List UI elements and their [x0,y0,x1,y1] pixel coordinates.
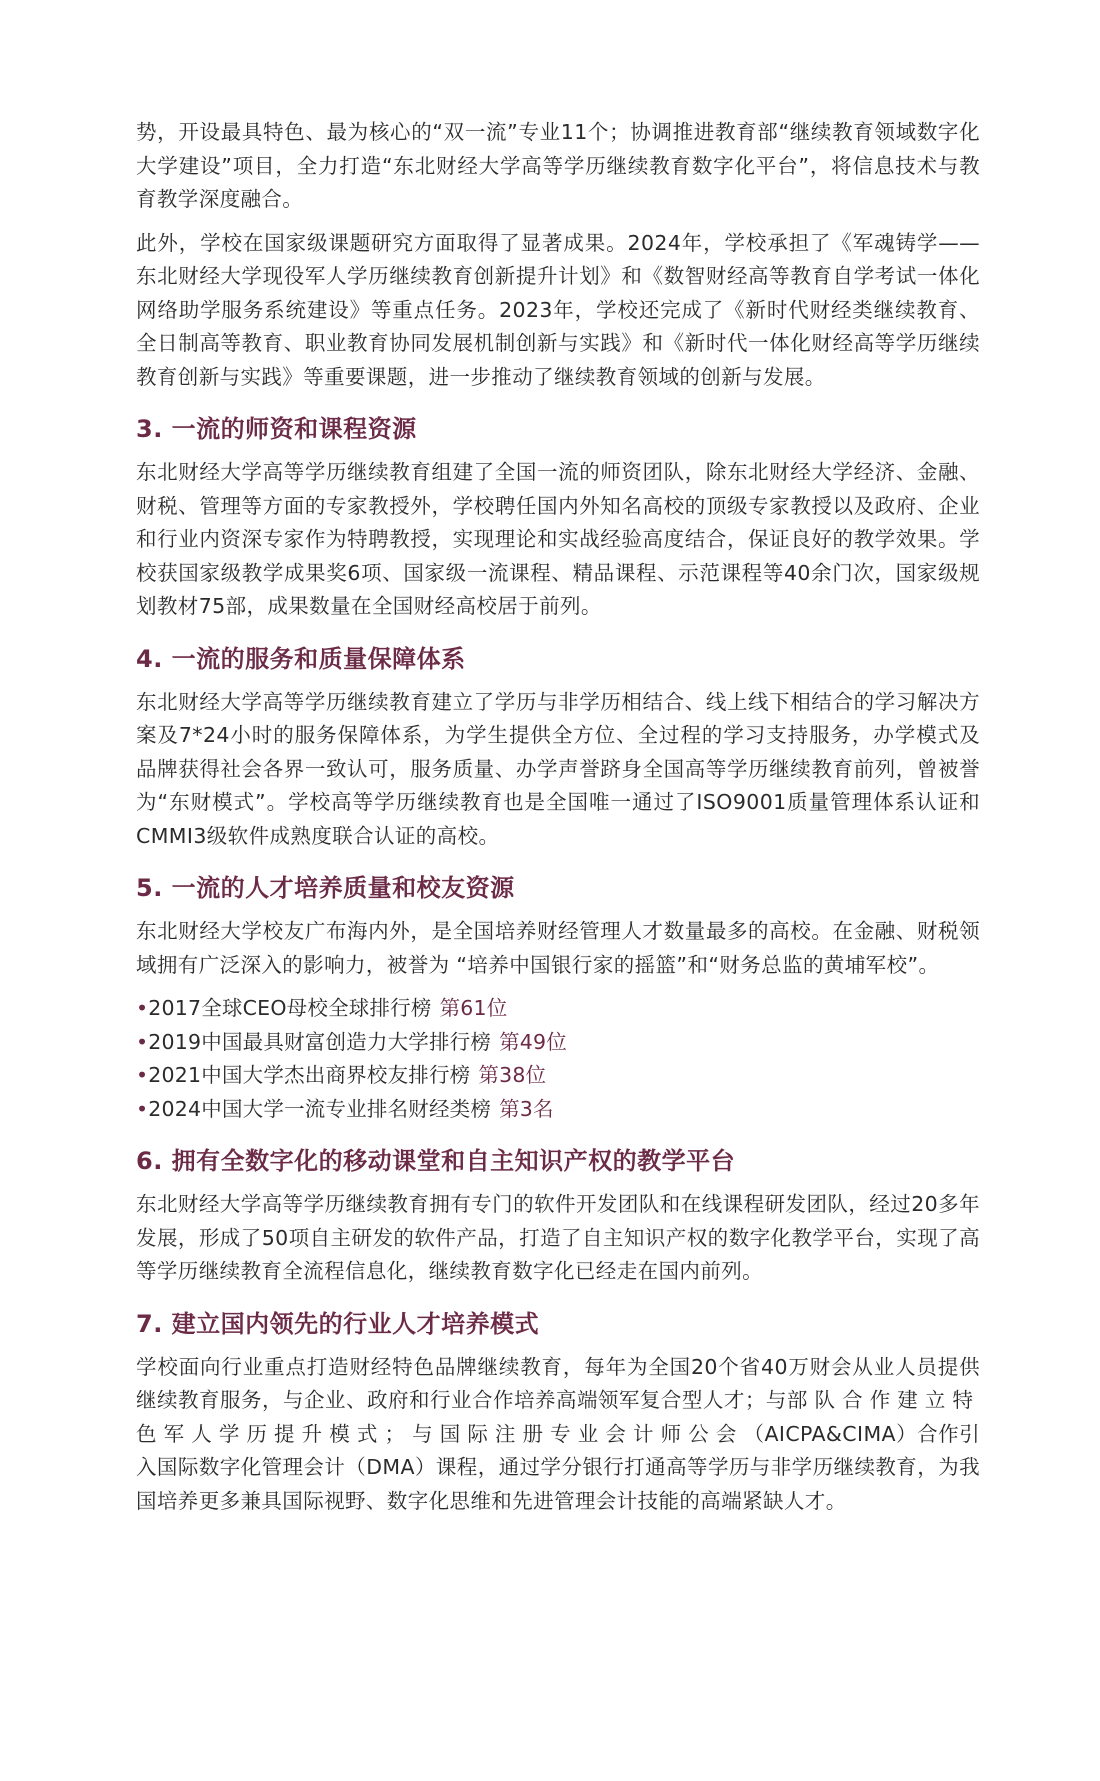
section-4-body: 东北财经大学高等学历继续教育建立了学历与非学历相结合、线上线下相结合的学习解决方案及7*24小时的服务保障体系，为学生提供全方位、全过程的学习支持服务，办学模式及品牌获得社会各界一致认可，服务质量、办学声誉跻身全国高等学历继续教育前列，曾被誉为“东财模式”。学校高等学历继续教育也是全国唯一通过了ISO9001质量管理体系认证和CMMI3级软件成熟度联合认证的高校。 [136,689,980,848]
section-5-body: 东北财经大学校友广布海内外，是全国培养财经管理人才数量最多的高校。在金融、财税领域拥有广泛深入的影响力，被誉为 “培养中国银行家的摇篮”和“财务总监的黄埔军校”。 [136,919,980,977]
section-6-body: 东北财经大学高等学历继续教育拥有专门的软件开发团队和在线课程研发团队，经过20多年发展，形成了50项自主研发的软件产品，打造了自主知识产权的数字化教学平台，实现了高等学历继续教育全流程信息化，继续教育数字化已经走在国内前列。 [136,1192,980,1283]
ranking-item [136,992,980,1026]
section-6-heading: 6. 拥有全数字化的移动课堂和自主知识产权的教学平台 [136,1147,736,1175]
ranking-name: 2019中国最具财富创造力大学排行榜 [148,1029,492,1054]
ranking-name: 2021中国大学杰出商界校友排行榜 [148,1063,471,1087]
section-3-body: 东北财经大学高等学历继续教育组建了全国一流的师资团队，除东北财经大学经济、金融、财税、管理等方面的专家教授外，学校聘任国内外知名高校的顶级专家教授以及政府、企业和行业内资深专家作为特聘教授，实现理论和实战经验高度结合，保证良好的教学效果。学校获国家级教学成果奖6项、国家级一流课程、精品课程、示范课程等40余门次，国家级规划教材75部，成果数量在全国财经高校居于前列。 [136,460,980,618]
ranking-position: 第49位 [499,1029,567,1054]
section-5-heading: 5. 一流的人才培养质量和校友资源 [136,874,515,902]
ranking-name: 2024中国大学一流专业排名财经类榜 [148,1096,492,1121]
section-7-body [136,1351,980,1519]
intro-paragraph-2: 此外，学校在国家级课题研究方面取得了显著成果。2024年，学校承担了《军魂铸学——东北财经大学现役军人学历继续教育创新提升计划》和《数智财经高等教育自学考试一体化网络助学服务系统建设》等重点任务。2023年，学校还完成了《新时代财经类继续教育、全日制高等教育、职业教育协同发展机制创新与实践》和《新时代一体化财经高等学历继续教育创新与实践》等重要课题，进一步推动了继续教育领域的创新与发展。 [136,230,980,389]
ranking-item [136,1059,980,1093]
ranking-position: 第61位 [439,996,508,1020]
bullet-icon: • [136,996,149,1020]
section-3-heading: 3. 一流的师资和课程资源 [136,415,417,443]
ranking-item [136,1093,980,1127]
ranking-position: 第38位 [478,1063,547,1087]
section-7-body-part-c: （AICPA&CIMA）合作引入国际数字化管理会计（DMA）课程，通过学分银行打通高等学历与非学历继续教育，为我国培养更多兼具国际视野、数字化思维和先进管理会计技能的高端紧缺人才。 [136,1421,981,1513]
section-4-heading: 4. 一流的服务和质量保障体系 [136,644,466,673]
ranking-item [136,1026,980,1060]
ranking-name: 2017全球CEO母校全球排行榜 [148,996,432,1020]
document-content [136,116,980,1528]
section-7-heading: 7. 建立国内领先的行业人才培养模式 [136,1309,540,1338]
section-7-body-part-a: 学校面向行业重点打造财经特色品牌继续教育，每年为全国20个省40万财会从业人员提供继续教育服务，与企业、政府和行业合作培养高端领军复合型人才；与 [136,1354,980,1412]
intro-paragraph-1: 势，开设最具特色、最为核心的“双一流”专业11个；协调推进教育部“继续教育领域数字化大学建设”项目，全力打造“东北财经大学高等学历继续教育数字化平台”，将信息技术与教育教学深度融合。 [136,120,980,211]
bullet-icon: • [136,1096,149,1121]
bullet-icon: • [136,1029,149,1054]
ranking-position: 第3名 [499,1096,554,1121]
section-7-body-part-b: 部队合作建立特色军人学历提升模式；与国际注册专业会计师公会 [136,1388,981,1446]
bullet-icon: • [136,1063,149,1087]
ranking-list [136,992,980,1126]
